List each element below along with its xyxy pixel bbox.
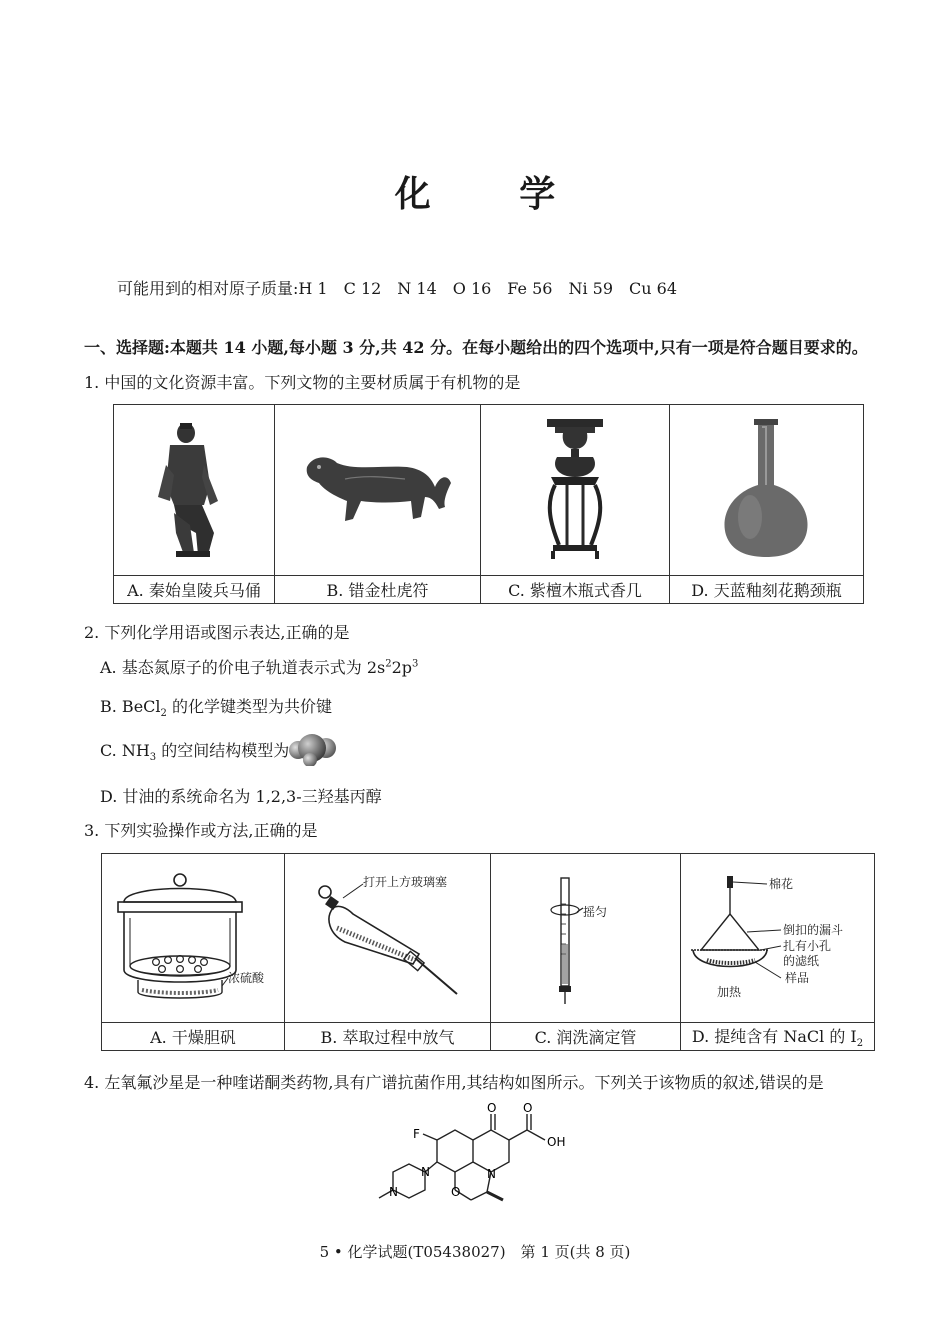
atom-oh: OH xyxy=(547,1135,566,1149)
atom-o-ether: O xyxy=(451,1185,461,1199)
incense-stand-image xyxy=(481,405,670,576)
levofloxacin-structure-figure xyxy=(375,1100,595,1220)
atom-o-ketone: O xyxy=(487,1101,497,1115)
q1-option-b: B. 错金杜虎符 xyxy=(275,576,481,604)
section-heading: 一、选择题:本题共 14 小题,每小题 3 分,共 42 分。在每小题给出的四个选项中,只有一项是符合题目要求的。 xyxy=(84,338,868,357)
terracotta-warrior-image xyxy=(114,405,275,576)
q3-label-shake: 摇匀 xyxy=(583,905,608,919)
q2-option-a xyxy=(100,655,418,678)
question-2-stem: 2. 下列化学用语或图示表达,正确的是 xyxy=(84,623,350,642)
q2-option-b-pre: B. BeCl xyxy=(100,697,161,716)
atom-o-acid: O xyxy=(523,1101,533,1115)
q3-option-d-sub: 2 xyxy=(856,1038,864,1050)
q3-option-a: A. 干燥胆矾 xyxy=(102,1023,285,1051)
q1-option-a: A. 秦始皇陵兵马俑 xyxy=(114,576,275,604)
question-1-stem: 1. 中国的文化资源丰富。下列文物的主要材质属于有机物的是 xyxy=(84,373,521,392)
q3-label-heat: 加热 xyxy=(717,985,742,999)
q3-label-sample: 样品 xyxy=(785,971,810,985)
separatory-funnel-figure xyxy=(285,854,491,1023)
atom-n-piperazine-2: N xyxy=(389,1185,398,1199)
q2-option-d: D. 甘油的系统命名为 1,2,3-三羟基丙醇 xyxy=(100,787,382,806)
q2-option-b-sub: 2 xyxy=(160,708,167,720)
tiger-tally-image xyxy=(275,405,481,576)
question-4-stem: 4. 左氧氟沙星是一种喹诺酮类药物,具有广谱抗菌作用,其结构如图所示。下列关于该物质的叙述,错误的是 xyxy=(84,1073,824,1092)
q1-option-d: D. 天蓝釉刻花鹅颈瓶 xyxy=(670,576,864,604)
q2-option-a-text: A. 基态氮原子的价电子轨道表示式为 2s xyxy=(100,658,386,677)
q3-label-filter-2: 的滤纸 xyxy=(783,954,820,968)
q3-option-d-text: D. 提纯含有 NaCl 的 I xyxy=(691,1026,857,1046)
q3-label-open-stopper: 打开上方玻璃塞 xyxy=(363,875,448,889)
q2-option-c-pre: C. NH xyxy=(100,741,150,760)
q1-option-c: C. 紫檀木瓶式香几 xyxy=(481,576,670,604)
q3-option-d xyxy=(681,1023,875,1051)
q2-option-a-sup2: 3 xyxy=(412,658,419,670)
question-1-figure-table xyxy=(113,404,864,604)
atom-n-ring: N xyxy=(487,1167,496,1181)
q2-option-c-post: 的空间结构模型为 xyxy=(156,741,290,760)
q3-label-filter-1: 扎有小孔 xyxy=(783,939,832,953)
desiccator-figure xyxy=(102,854,285,1023)
atom-f: F xyxy=(413,1127,420,1141)
page-title: 化 学 xyxy=(394,173,594,215)
goose-neck-vase-image xyxy=(670,405,864,576)
q2-option-b-post: 的化学键类型为共价键 xyxy=(166,697,332,716)
q3-label-acid: 浓硫酸 xyxy=(228,971,265,985)
nh3-space-filling-model-image xyxy=(286,728,338,766)
atomic-masses-line: 可能用到的相对原子质量:H 1 C 12 N 14 O 16 Fe 56 Ni 59 Cu 64 xyxy=(117,279,678,298)
q3-option-b: B. 萃取过程中放气 xyxy=(285,1023,491,1051)
page-footer: 5 • 化学试题(T05438027) 第 1 页(共 8 页) xyxy=(319,1243,631,1261)
q3-label-funnel: 倒扣的漏斗 xyxy=(783,923,844,937)
sublimation-figure xyxy=(681,854,875,1023)
burette-figure xyxy=(491,854,681,1023)
q2-option-a-sup1: 2 xyxy=(385,658,392,670)
q2-option-a-mid: 2p xyxy=(391,658,413,677)
q3-label-cotton: 棉花 xyxy=(769,877,794,891)
atom-n-piperazine-1: N xyxy=(421,1165,430,1179)
q3-option-c: C. 润洗滴定管 xyxy=(491,1023,681,1051)
q2-option-c xyxy=(100,738,289,763)
q2-option-b xyxy=(100,694,332,719)
question-3-figure-table xyxy=(101,853,875,1051)
question-3-stem: 3. 下列实验操作或方法,正确的是 xyxy=(84,821,318,840)
q2-option-c-sub: 3 xyxy=(149,752,157,764)
